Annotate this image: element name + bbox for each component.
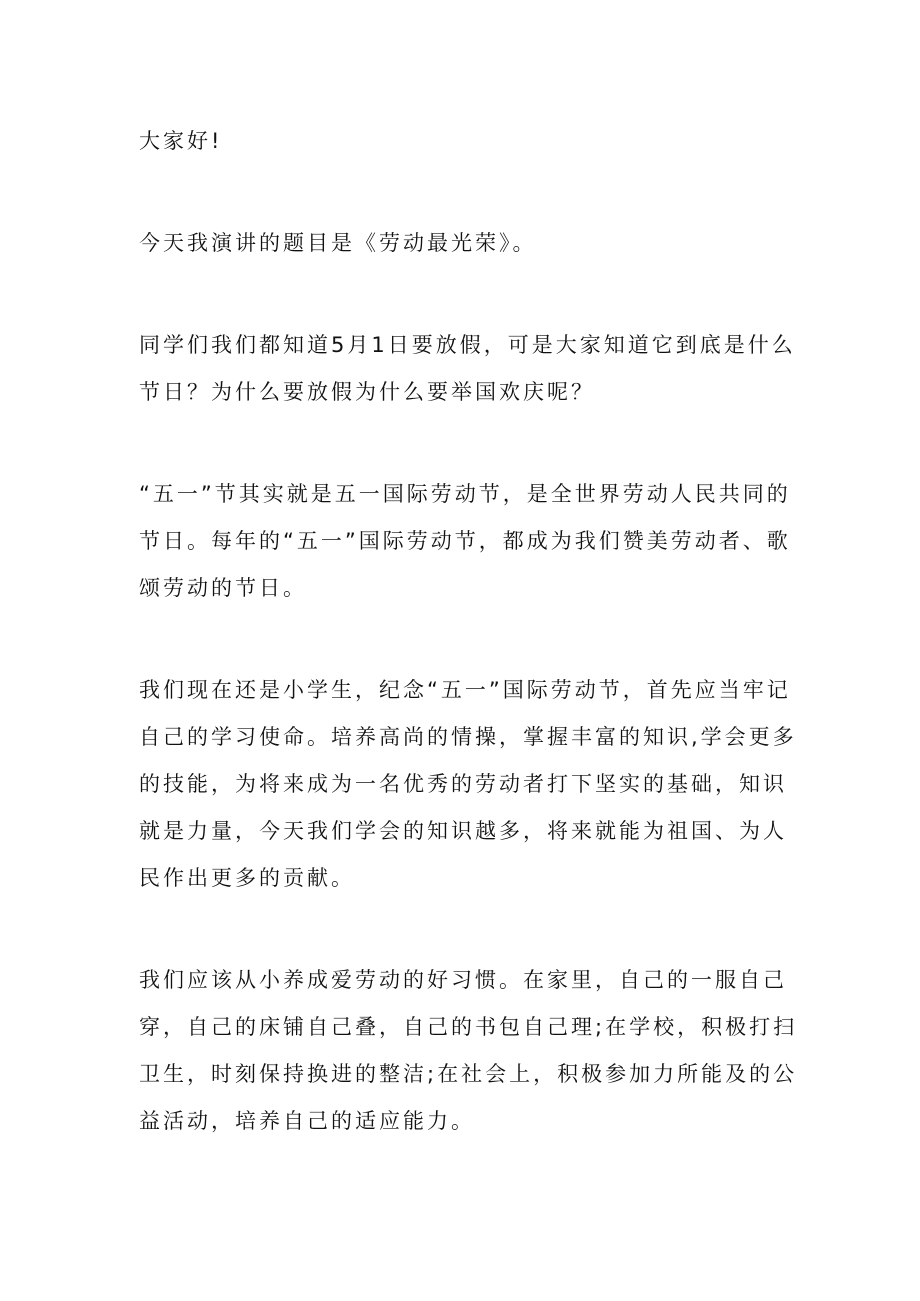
document-body — [139, 118, 799, 1145]
greeting-paragraph: 大家好! — [139, 129, 223, 153]
holiday-question-paragraph: 同学们我们都知道5月1日要放假，可是大家知道它到底是什么节日？为什么要放假为什么要举国欢庆呢？ — [139, 333, 796, 404]
may-day-explanation-paragraph: “五一”节其实就是五一国际劳动节，是全世界劳动人民共同的节日。每年的“五一”国际劳动节，都成为我们赞美劳动者、歌颂劳动的节日。 — [139, 482, 791, 600]
labor-habits-paragraph: 我们应该从小养成爱劳动的好习惯。在家里，自己的一服自己穿，自己的床铺自己叠，自己的书包自己理;在学校，积极打扫卫生，时刻保持换进的整洁;在社会上，积极参加力所能及的公益活动，培养自己的适应能力。 — [139, 968, 798, 1133]
topic-paragraph: 今天我演讲的题目是《劳动最光荣》。 — [139, 231, 537, 255]
student-mission-paragraph: 我们现在还是小学生，纪念“五一”国际劳动节，首先应当牢记自己的学习使命。培养高尚的情操，掌握丰富的知识,学会更多的技能，为将来成为一名优秀的劳动者打下坚实的基础，知识就是力量，今天我们学会的知识越多，将来就能为祖国、为人民作出更多的贡献。 — [139, 678, 797, 890]
